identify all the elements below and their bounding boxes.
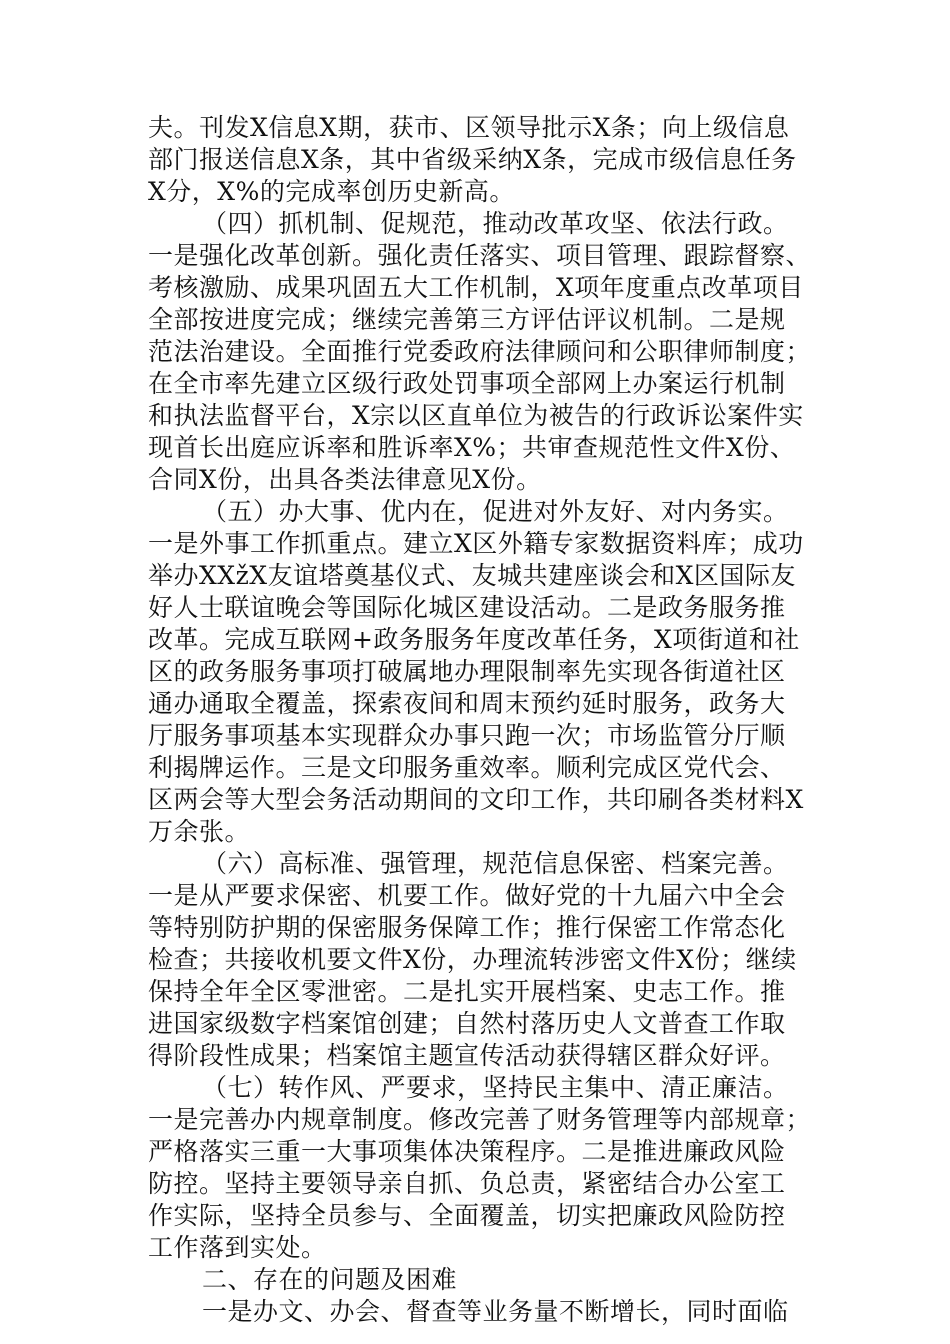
text-line: 一是外事工作抓重点。建立X区外籍专家数据资料库；成功 <box>148 529 804 558</box>
text-line: 范法治建设。全面推行党委政府法律顾问和公职律师制度； <box>148 337 812 366</box>
text-line: 严格落实三重一大事项集体决策程序。二是推进廉政风险 <box>148 1137 786 1166</box>
text-line: 夫。刊发X信息X期，获市、区领导批示X条；向上级信息 <box>148 113 790 142</box>
text-line: 现首长出庭应诉率和胜诉率X%；共审查规范性文件X份、 <box>148 433 796 462</box>
text-line: 工作落到实处。 <box>148 1233 327 1262</box>
text-line: 一是办文、办会、督查等业务量不断增长，同时面临 <box>202 1297 789 1326</box>
text-line: 作实际，坚持全员参与、全面覆盖，切实把廉政风险防控 <box>148 1201 786 1230</box>
text-line: 检查；共接收机要文件X份，办理流转涉密文件X份；继续 <box>148 945 797 974</box>
text-line: 一是强化改革创新。强化责任落实、项目管理、跟踪督察、 <box>148 241 812 270</box>
text-line: 进国家级数字档案馆创建；自然村落历史人文普查工作取 <box>148 1009 786 1038</box>
text-line: 合同X份，出具各类法律意见X份。 <box>148 465 542 494</box>
text-line: 一是完善办内规章制度。修改完善了财务管理等内部规章； <box>148 1105 812 1134</box>
text-line: 万余张。 <box>148 817 251 846</box>
text-line: 防控。坚持主要领导亲自抓、负总责，紧密结合办公室工 <box>148 1169 786 1198</box>
text-line: （四）抓机制、促规范，推动改革攻坚、依法行政。 <box>202 209 789 238</box>
text-line: 等特别防护期的保密服务保障工作；推行保密工作常态化 <box>148 913 786 942</box>
text-line: 部门报送信息X条，其中省级采纳X条，完成市级信息任务 <box>148 145 797 174</box>
text-line: X分，X%的完成率创历史新高。 <box>148 177 515 206</box>
text-line: （六）高标准、强管理，规范信息保密、档案完善。 <box>202 849 789 878</box>
text-line: （七）转作风、严要求，坚持民主集中、清正廉洁。 <box>202 1073 789 1102</box>
text-line: 保持全年全区零泄密。二是扎实开展档案、史志工作。推 <box>148 977 786 1006</box>
text-line: 举办XXžX友谊塔奠基仪式、友城共建座谈会和X区国际友 <box>148 561 796 590</box>
text-line: 全部按进度完成；继续完善第三方评估评议机制。二是规 <box>148 305 786 334</box>
text-line: 在全市率先建立区级行政处罚事项全部网上办案运行机制 <box>148 369 786 398</box>
text-line: 区的政务服务事项打破属地办理限制率先实现各街道社区 <box>148 657 786 686</box>
text-line: 改革。完成互联网+政务服务年度改革任务，X项街道和社 <box>148 625 800 654</box>
document-body <box>148 112 812 1328</box>
text-line: 和执法监督平台，X宗以区直单位为被告的行政诉讼案件实 <box>148 401 804 430</box>
text-line: 通办通取全覆盖，探索夜间和周末预约延时服务，政务大 <box>148 689 786 718</box>
text-line: 考核激励、成果巩固五大工作机制，X项年度重点改革项目 <box>148 273 804 302</box>
text-line: 二、存在的问题及困难 <box>202 1265 458 1294</box>
text-line: 厅服务事项基本实现群众办事只跑一次；市场监管分厅顺 <box>148 721 786 750</box>
text-line: （五）办大事、优内在，促进对外友好、对内务实。 <box>202 497 789 526</box>
text-line: 区两会等大型会务活动期间的文印工作，共印刷各类材料X <box>148 785 804 814</box>
text-line: 利揭牌运作。三是文印服务重效率。顺利完成区党代会、 <box>148 753 786 782</box>
text-line: 一是从严要求保密、机要工作。做好党的十九届六中全会 <box>148 881 786 910</box>
text-line: 好人士联谊晚会等国际化城区建设活动。二是政务服务推 <box>148 593 786 622</box>
text-line: 得阶段性成果；档案馆主题宣传活动获得辖区群众好评。 <box>148 1041 786 1070</box>
